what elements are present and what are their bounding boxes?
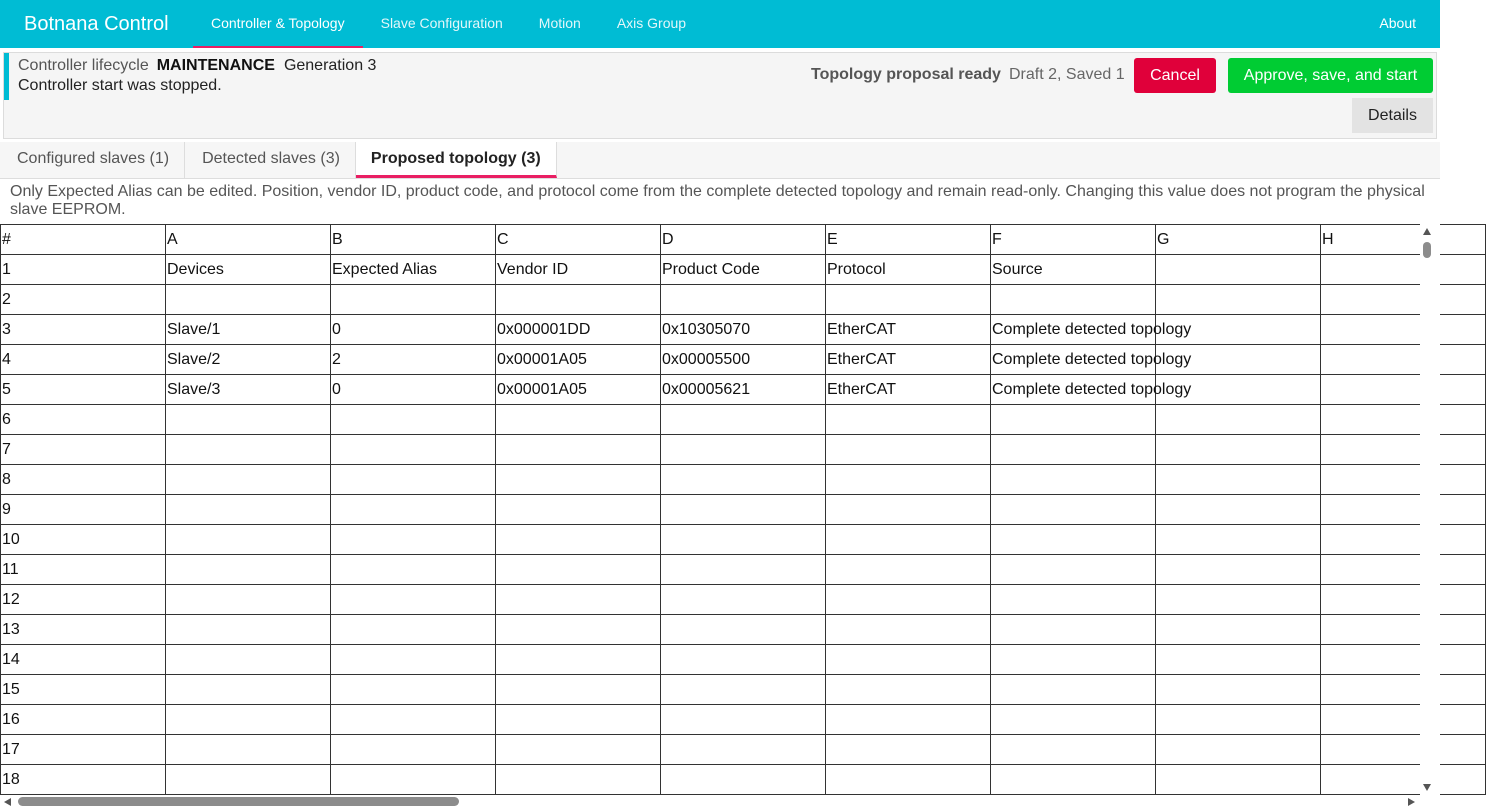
cell-f xyxy=(991,405,1156,435)
cell-h xyxy=(1321,285,1486,315)
cell-e: EtherCAT xyxy=(826,345,991,375)
column-header-g[interactable]: G xyxy=(1156,225,1321,255)
table-row xyxy=(1,765,1486,795)
row-number: 1 xyxy=(1,255,166,285)
table-row xyxy=(1,615,1486,645)
cell-e xyxy=(826,735,991,765)
cell-h xyxy=(1321,645,1486,675)
row-number: 11 xyxy=(1,555,166,585)
table-row xyxy=(1,555,1486,585)
cell-c xyxy=(496,285,661,315)
cell-a xyxy=(166,735,331,765)
cell-h xyxy=(1321,555,1486,585)
cell-c xyxy=(496,735,661,765)
cell-d: 0x00005500 xyxy=(661,345,826,375)
cell-b[interactable]: Expected Alias xyxy=(331,255,496,285)
cell-h xyxy=(1321,315,1486,345)
topology-spreadsheet xyxy=(0,224,1420,795)
cell-g xyxy=(1156,525,1321,555)
cell-b[interactable]: 0 xyxy=(331,315,496,345)
row-number: 13 xyxy=(1,615,166,645)
cell-d xyxy=(661,495,826,525)
proposal-draft-info: Draft 2, Saved 1 xyxy=(1009,66,1125,83)
cell-d: Product Code xyxy=(661,255,826,285)
cell-d xyxy=(661,525,826,555)
cell-h xyxy=(1321,705,1486,735)
main-nav xyxy=(193,0,704,48)
lifecycle-accent-bar xyxy=(4,53,9,100)
cell-e xyxy=(826,615,991,645)
cell-d xyxy=(661,585,826,615)
cell-a: Slave/3 xyxy=(166,375,331,405)
cell-f xyxy=(991,555,1156,585)
cell-a: Devices xyxy=(166,255,331,285)
cell-g xyxy=(1156,645,1321,675)
cell-c xyxy=(496,495,661,525)
scroll-down-icon[interactable] xyxy=(1423,784,1431,791)
row-number: 7 xyxy=(1,435,166,465)
cell-b[interactable] xyxy=(331,465,496,495)
cell-b[interactable] xyxy=(331,765,496,795)
cell-e xyxy=(826,435,991,465)
cell-a xyxy=(166,705,331,735)
cell-d: 0x10305070 xyxy=(661,315,826,345)
cell-h xyxy=(1321,405,1486,435)
table-row xyxy=(1,465,1486,495)
cell-f xyxy=(991,465,1156,495)
cell-a xyxy=(166,435,331,465)
cell-d xyxy=(661,765,826,795)
cell-f xyxy=(991,735,1156,765)
cell-c xyxy=(496,405,661,435)
cell-c: 0x00001A05 xyxy=(496,345,661,375)
lifecycle-message: Controller start was stopped. xyxy=(18,77,222,94)
row-number: 5 xyxy=(1,375,166,405)
cell-e xyxy=(826,495,991,525)
lifecycle-generation: Generation 3 xyxy=(283,57,377,74)
cell-h xyxy=(1321,375,1486,405)
cell-d xyxy=(661,615,826,645)
cell-f xyxy=(991,615,1156,645)
cell-g xyxy=(1156,615,1321,645)
cell-f: Source xyxy=(991,255,1156,285)
cell-c xyxy=(496,645,661,675)
cell-d xyxy=(661,735,826,765)
cell-d xyxy=(661,675,826,705)
lifecycle-label: Controller lifecycle xyxy=(18,57,149,74)
cell-e: EtherCAT xyxy=(826,315,991,345)
row-number: 16 xyxy=(1,705,166,735)
cell-b[interactable] xyxy=(331,615,496,645)
cell-b[interactable] xyxy=(331,525,496,555)
cell-d xyxy=(661,705,826,735)
table-row xyxy=(1,405,1486,435)
cell-e xyxy=(826,765,991,795)
column-header-e[interactable]: E xyxy=(826,225,991,255)
cell-c xyxy=(496,465,661,495)
cell-e xyxy=(826,465,991,495)
row-number-header: # xyxy=(1,225,166,255)
cell-a: Slave/2 xyxy=(166,345,331,375)
cell-b[interactable] xyxy=(331,675,496,705)
cell-d xyxy=(661,465,826,495)
cell-a xyxy=(166,615,331,645)
cell-b[interactable] xyxy=(331,645,496,675)
cell-b[interactable] xyxy=(331,555,496,585)
cell-b[interactable] xyxy=(331,495,496,525)
table-row xyxy=(1,285,1486,315)
cell-h xyxy=(1321,345,1486,375)
column-header-h[interactable]: H xyxy=(1321,225,1486,255)
row-number: 12 xyxy=(1,585,166,615)
row-number: 4 xyxy=(1,345,166,375)
cell-h xyxy=(1321,765,1486,795)
cell-b[interactable] xyxy=(331,405,496,435)
cell-g xyxy=(1156,405,1321,435)
table-row xyxy=(1,675,1486,705)
cell-g xyxy=(1156,705,1321,735)
cell-c: 0x000001DD xyxy=(496,315,661,345)
cell-c xyxy=(496,765,661,795)
cell-c xyxy=(496,615,661,645)
cancel-button[interactable]: Cancel xyxy=(1134,58,1216,93)
cell-c xyxy=(496,675,661,705)
tab-detected-slaves[interactable]: Detected slaves (3) xyxy=(185,142,356,178)
cell-e xyxy=(826,525,991,555)
cell-e: EtherCAT xyxy=(826,375,991,405)
nav-tab-slave-configuration[interactable]: Slave Configuration xyxy=(380,15,503,31)
table-row xyxy=(1,525,1486,555)
cell-b[interactable] xyxy=(331,735,496,765)
cell-c xyxy=(496,525,661,555)
cell-f xyxy=(991,585,1156,615)
column-header-f[interactable]: F xyxy=(991,225,1156,255)
table-row xyxy=(1,345,1486,375)
cell-h xyxy=(1321,735,1486,765)
table-row xyxy=(1,735,1486,765)
cell-d xyxy=(661,285,826,315)
table-row xyxy=(1,645,1486,675)
cell-a xyxy=(166,465,331,495)
cell-g xyxy=(1156,435,1321,465)
cell-e xyxy=(826,585,991,615)
table-row xyxy=(1,435,1486,465)
row-number: 3 xyxy=(1,315,166,345)
cell-g xyxy=(1156,765,1321,795)
cell-g xyxy=(1156,675,1321,705)
row-number: 14 xyxy=(1,645,166,675)
horizontal-scrollbar[interactable] xyxy=(0,795,1440,810)
horizontal-scroll-thumb[interactable] xyxy=(18,797,459,806)
cell-f xyxy=(991,495,1156,525)
row-number: 10 xyxy=(1,525,166,555)
cell-f: Complete detected topology xyxy=(991,375,1156,405)
cell-c: 0x00001A05 xyxy=(496,375,661,405)
cell-f xyxy=(991,435,1156,465)
row-number: 18 xyxy=(1,765,166,795)
vertical-scrollbar[interactable] xyxy=(1420,224,1440,795)
tab-proposed-topology[interactable]: Proposed topology (3) xyxy=(356,142,557,178)
topology-subtabs xyxy=(0,142,1440,179)
cell-e xyxy=(826,705,991,735)
cell-f xyxy=(991,765,1156,795)
cell-c xyxy=(496,585,661,615)
lifecycle-state: MAINTENANCE xyxy=(156,57,275,74)
about-link[interactable]: About xyxy=(1379,15,1416,31)
cell-g xyxy=(1156,585,1321,615)
cell-e xyxy=(826,675,991,705)
table-row xyxy=(1,255,1486,285)
cell-f: Complete detected topology xyxy=(991,315,1156,345)
cell-h xyxy=(1321,495,1486,525)
table-row xyxy=(1,585,1486,615)
approve-save-start-button[interactable]: Approve, save, and start xyxy=(1228,58,1433,93)
row-number: 17 xyxy=(1,735,166,765)
table-row xyxy=(1,375,1486,405)
cell-g xyxy=(1156,285,1321,315)
table-row xyxy=(1,495,1486,525)
column-header-c[interactable]: C xyxy=(496,225,661,255)
cell-c xyxy=(496,435,661,465)
cell-e xyxy=(826,285,991,315)
cell-c: Vendor ID xyxy=(496,255,661,285)
cell-g xyxy=(1156,735,1321,765)
column-header-b[interactable]: B xyxy=(331,225,496,255)
cell-b[interactable] xyxy=(331,705,496,735)
row-number: 6 xyxy=(1,405,166,435)
cell-h xyxy=(1321,255,1486,285)
cell-b[interactable] xyxy=(331,435,496,465)
cell-g xyxy=(1156,555,1321,585)
row-number: 15 xyxy=(1,675,166,705)
cell-h xyxy=(1321,585,1486,615)
cell-e xyxy=(826,645,991,675)
cell-d xyxy=(661,435,826,465)
cell-d xyxy=(661,555,826,585)
cell-e xyxy=(826,405,991,435)
cell-a: Slave/1 xyxy=(166,315,331,345)
edit-hint-text: Only Expected Alias can be edited. Position, vendor ID, product code, and protocol come from the complete detected topology and remain read-only. Changing this value does not program the physical slave EEPROM. xyxy=(10,183,1425,218)
table-row xyxy=(1,315,1486,345)
column-header-row xyxy=(1,225,1486,255)
row-number: 8 xyxy=(1,465,166,495)
column-header-a[interactable]: A xyxy=(166,225,331,255)
vertical-scroll-thumb[interactable] xyxy=(1423,242,1431,258)
cell-b[interactable] xyxy=(331,585,496,615)
cell-a xyxy=(166,675,331,705)
cell-h xyxy=(1321,465,1486,495)
scroll-right-icon[interactable] xyxy=(1408,798,1415,806)
cell-f xyxy=(991,675,1156,705)
row-number: 2 xyxy=(1,285,166,315)
cell-a xyxy=(166,285,331,315)
cell-g xyxy=(1156,465,1321,495)
table-row xyxy=(1,705,1486,735)
cell-f xyxy=(991,705,1156,735)
cell-h xyxy=(1321,525,1486,555)
cell-d xyxy=(661,405,826,435)
cell-f xyxy=(991,525,1156,555)
cell-e xyxy=(826,555,991,585)
cell-a xyxy=(166,765,331,795)
cell-g xyxy=(1156,255,1321,285)
scroll-left-icon[interactable] xyxy=(4,798,11,806)
cell-b[interactable]: 0 xyxy=(331,375,496,405)
cell-a xyxy=(166,525,331,555)
cell-g xyxy=(1156,495,1321,525)
nav-tab-controller-topology[interactable]: Controller & Topology xyxy=(193,0,363,48)
tab-configured-slaves[interactable]: Configured slaves (1) xyxy=(0,142,185,178)
details-button[interactable]: Details xyxy=(1352,98,1433,133)
cell-h xyxy=(1321,675,1486,705)
cell-a xyxy=(166,495,331,525)
lifecycle-status-line xyxy=(18,57,376,75)
cell-b[interactable]: 2 xyxy=(331,345,496,375)
top-navigation-bar xyxy=(0,0,1440,48)
scroll-up-icon[interactable] xyxy=(1423,228,1431,235)
cell-b[interactable] xyxy=(331,285,496,315)
cell-c xyxy=(496,555,661,585)
lifecycle-panel xyxy=(3,52,1437,139)
cell-a xyxy=(166,405,331,435)
proposal-status-title: Topology proposal ready xyxy=(811,66,1001,83)
column-header-d[interactable]: D xyxy=(661,225,826,255)
cell-c xyxy=(496,705,661,735)
cell-e: Protocol xyxy=(826,255,991,285)
nav-tab-motion[interactable]: Motion xyxy=(538,15,581,31)
cell-a xyxy=(166,555,331,585)
cell-a xyxy=(166,585,331,615)
cell-f xyxy=(991,285,1156,315)
cell-d xyxy=(661,645,826,675)
cell-h xyxy=(1321,435,1486,465)
cell-h xyxy=(1321,615,1486,645)
cell-f xyxy=(991,645,1156,675)
row-number: 9 xyxy=(1,495,166,525)
nav-tab-axis-group[interactable]: Axis Group xyxy=(616,15,687,31)
cell-d: 0x00005621 xyxy=(661,375,826,405)
cell-f: Complete detected topology xyxy=(991,345,1156,375)
cell-a xyxy=(166,645,331,675)
app-title: Botnana Control xyxy=(24,13,169,35)
